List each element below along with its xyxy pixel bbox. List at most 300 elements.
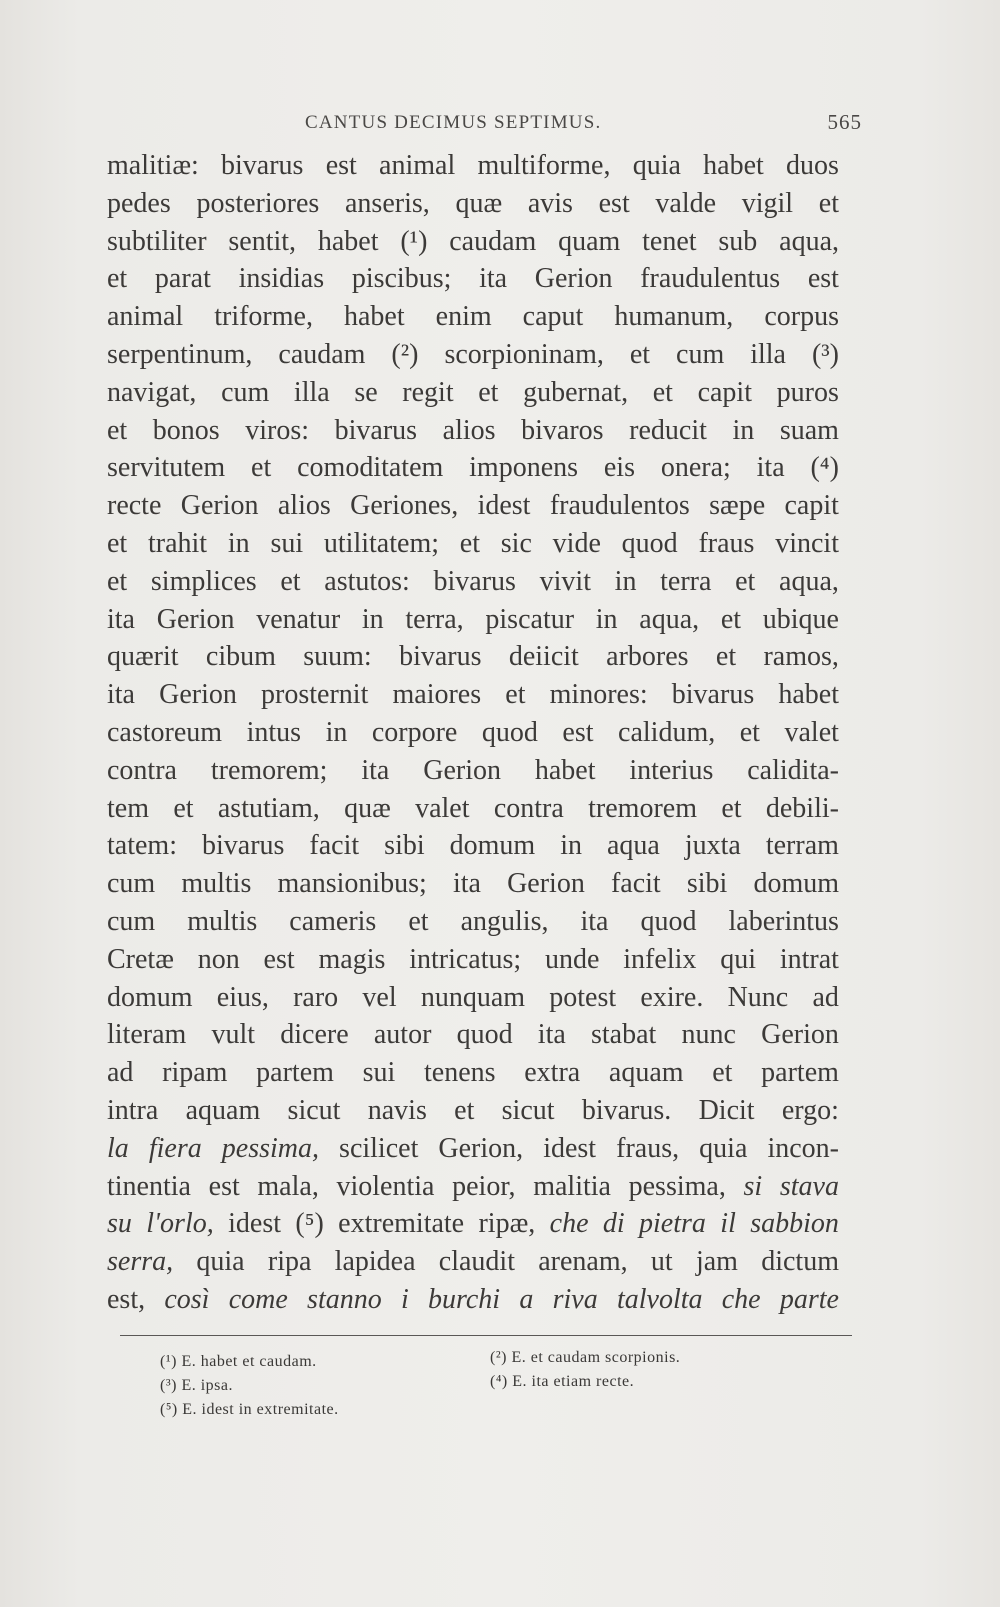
word: ripam [162, 1057, 228, 1089]
word: Gerion [159, 679, 237, 711]
word: (¹) [400, 225, 428, 257]
word: scilicet [339, 1132, 419, 1164]
word: il [720, 1208, 736, 1240]
word: contra [493, 792, 564, 824]
word: eius, [216, 981, 269, 1013]
word: cibum [205, 641, 276, 673]
word: terra [660, 565, 712, 597]
word: sæpe [709, 490, 766, 522]
word: parte [779, 1283, 839, 1315]
word: Gerion [180, 490, 259, 522]
word: tremorem [588, 792, 697, 824]
word: laberintus [728, 905, 839, 937]
footnote-1 [160, 1353, 317, 1371]
footnote-3 [160, 1377, 233, 1395]
word: cum [676, 338, 725, 370]
word: infelix [623, 943, 697, 975]
word: multis [187, 905, 258, 937]
word: et [454, 1094, 475, 1126]
word: stabat [591, 1019, 657, 1051]
word: aqua [606, 830, 660, 862]
word: claudit [438, 1246, 515, 1278]
word: ita [452, 868, 481, 900]
word: malitia [533, 1170, 611, 1202]
word: pessima, [628, 1170, 726, 1202]
word: facit [309, 830, 360, 862]
text-line [107, 452, 839, 490]
word: et [280, 565, 301, 597]
word: (⁵) [295, 1208, 324, 1240]
word: vincit [775, 527, 839, 559]
word: dictum [761, 1246, 839, 1278]
text-line [107, 1246, 839, 1284]
word: cum [107, 868, 156, 900]
word: magis [318, 943, 386, 975]
word: ripæ, [478, 1208, 536, 1240]
word: aquam [185, 1094, 261, 1126]
word: bivarus [671, 679, 755, 711]
word: tatem: [107, 830, 177, 862]
footnote-2 [490, 1349, 680, 1367]
word: vivit [539, 565, 591, 597]
word: ad [812, 981, 839, 1013]
word: interius [629, 754, 714, 786]
word: trahit [148, 527, 208, 559]
word: et [505, 679, 526, 711]
text-line [107, 1171, 839, 1209]
word: mala, [257, 1170, 319, 1202]
word: in [325, 716, 348, 748]
word: caput [522, 301, 584, 333]
word: così [164, 1283, 210, 1315]
word: humanum, [614, 301, 734, 333]
word: tenens [424, 1057, 496, 1089]
word: in [227, 527, 250, 559]
footnote-mark: (⁵) [160, 1401, 178, 1418]
text-line [107, 906, 839, 944]
word: et [712, 1057, 733, 1089]
word: bivarus [433, 565, 516, 597]
word: intra [107, 1094, 159, 1126]
word: suam [779, 414, 839, 446]
word: ita [537, 1019, 566, 1051]
word: sentit, [228, 225, 297, 257]
word: bivarus. [581, 1094, 672, 1126]
word: et [735, 565, 756, 597]
word: et [408, 905, 429, 937]
word: intrat [779, 943, 839, 975]
word: Gerion [534, 263, 613, 295]
text-line [107, 755, 839, 793]
word: bivaros [521, 414, 604, 446]
word: cum [107, 905, 156, 937]
text-line [107, 301, 839, 339]
word: comoditatem [297, 452, 444, 484]
footnote-mark: (⁴) [490, 1373, 508, 1390]
word: alios [442, 414, 496, 446]
footnote-text: E. ipsa. [181, 1377, 233, 1394]
word: valet [784, 716, 839, 748]
word: quod [481, 716, 538, 748]
word: utilitatem; [323, 527, 439, 559]
word: et [715, 641, 737, 673]
word: et [720, 603, 742, 635]
word: intus [246, 716, 302, 748]
word: cameris [289, 905, 377, 937]
word: habet [317, 225, 379, 257]
word: quod [640, 905, 697, 937]
word: prosternit [261, 679, 369, 711]
word: la [107, 1132, 129, 1164]
word: peior, [452, 1170, 516, 1202]
word: ripa [267, 1246, 312, 1278]
word: pedes [107, 187, 171, 219]
word: et [173, 792, 194, 824]
word: cum [221, 376, 270, 408]
word: piscatur [485, 603, 575, 635]
word: multiforme, [477, 150, 611, 181]
word: suum: [303, 641, 372, 673]
word: quod [456, 1019, 513, 1051]
word: animal [379, 150, 456, 181]
footnote-mark: (¹) [160, 1353, 177, 1370]
word: literam [107, 1019, 187, 1051]
text-line [107, 226, 839, 264]
word: raro [293, 981, 339, 1013]
word: et [459, 527, 480, 559]
word: idest [543, 1132, 597, 1164]
word: vult [211, 1019, 256, 1051]
word: ad [107, 1057, 134, 1089]
word: serra, [107, 1246, 174, 1278]
word: sabbion [750, 1208, 839, 1240]
word: alios [277, 490, 331, 522]
word: calidita- [747, 754, 839, 786]
word: et [107, 414, 128, 446]
text-line [107, 604, 839, 642]
text-line [107, 982, 839, 1020]
word: insidias [238, 263, 325, 295]
word: come [228, 1283, 288, 1315]
word: Dicit [698, 1094, 755, 1126]
word: habet [703, 150, 764, 181]
word: maiores [392, 679, 482, 711]
word: astutos: [324, 565, 410, 597]
word: et [721, 792, 742, 824]
word: exire. [640, 981, 704, 1013]
word: Gerion [156, 603, 235, 635]
word: pessima, [221, 1132, 319, 1164]
word: partem [256, 1057, 334, 1089]
footnote-5 [160, 1401, 339, 1419]
word: calidum, [618, 716, 716, 748]
word: eis [603, 452, 635, 484]
word: et [739, 716, 760, 748]
word: in [595, 603, 618, 635]
word: in [614, 565, 637, 597]
word: sibi [686, 868, 728, 900]
word: sui [270, 527, 304, 559]
word: navis [367, 1094, 427, 1126]
text-line [107, 377, 839, 415]
word: avis [527, 187, 573, 219]
word: habet [778, 679, 839, 711]
word: aqua, [779, 565, 839, 597]
running-head [305, 112, 862, 142]
word: enim [435, 301, 492, 333]
word: quia [632, 150, 681, 181]
word: burchi [428, 1283, 501, 1315]
word: qui [720, 943, 756, 975]
word: ut [650, 1246, 673, 1278]
word: di [602, 1208, 625, 1240]
word: sic [500, 527, 532, 559]
footnote-text: E. idest in extremitate. [182, 1401, 339, 1418]
word: est [807, 263, 839, 295]
word: piscibus; [351, 263, 452, 295]
word: ita [479, 263, 508, 295]
word: bivarus [221, 150, 304, 181]
footnote-text: E. ita etiam recte. [512, 1373, 635, 1390]
text-line [107, 339, 839, 377]
word: quærit [107, 641, 179, 673]
word: Gerion, [438, 1132, 524, 1164]
word: idest [477, 490, 531, 522]
word: in [560, 830, 582, 862]
word: Gerion [507, 868, 585, 900]
running-head-title: CANTUS DECIMUS SEPTIMUS. [305, 112, 602, 133]
word: violentia [336, 1170, 435, 1202]
word: l'orlo, [146, 1208, 214, 1240]
word: tem [107, 792, 149, 824]
text-line [107, 1133, 839, 1171]
word: in [361, 603, 384, 635]
word: Geriones, [350, 490, 459, 522]
text-line [107, 1057, 839, 1095]
word: mansionibus; [277, 868, 427, 900]
word: quæ [455, 187, 503, 219]
word: quia [699, 1132, 748, 1164]
word: fraus [698, 527, 755, 559]
word: in [732, 414, 755, 446]
word: autor [373, 1019, 432, 1051]
word: domum [107, 981, 193, 1013]
word: est [562, 716, 594, 748]
word: vel [362, 981, 397, 1013]
word: Cretæ [107, 943, 174, 975]
word: ramos, [763, 641, 839, 673]
word: terra, [405, 603, 464, 635]
word: deiicit [508, 641, 579, 673]
word: bivarus [399, 641, 482, 673]
word: unde [545, 943, 600, 975]
word: caudam [278, 338, 366, 370]
word: fraudulentos [549, 490, 690, 522]
word: debili- [765, 792, 839, 824]
word: et [107, 565, 128, 597]
word: sibi [384, 830, 425, 862]
word: juxta [684, 830, 741, 862]
word: serpentinum, [107, 338, 253, 370]
word: facit [610, 868, 661, 900]
text-line [107, 1208, 839, 1246]
text-line [107, 490, 839, 528]
word: vide [552, 527, 601, 559]
word: venatur [256, 603, 341, 635]
word: potest [549, 981, 617, 1013]
word: ita [580, 905, 609, 937]
footnote-text: E. et caudam scorpionis. [511, 1349, 681, 1366]
word: fraus, [616, 1132, 680, 1164]
word: caudam [449, 225, 537, 257]
word: tinentia [107, 1170, 191, 1202]
text-line [107, 717, 839, 755]
word: scorpioninam, [444, 338, 604, 370]
word: capit [784, 490, 839, 522]
word: ergo: [781, 1094, 839, 1126]
text-line [107, 1095, 839, 1133]
word: nunc [681, 1019, 736, 1051]
body-text [107, 150, 839, 1322]
word: et [478, 376, 499, 408]
text-line [107, 830, 839, 868]
word: che [549, 1208, 589, 1240]
text-line [107, 1284, 839, 1322]
word: servitutem [107, 452, 226, 484]
word: se [354, 376, 378, 408]
word: intricatus; [409, 943, 522, 975]
word: dicere [280, 1019, 349, 1051]
word: valet [415, 792, 470, 824]
text-line [107, 528, 839, 566]
word: Gerion [423, 754, 501, 786]
word: gubernat, [523, 376, 629, 408]
word: et [107, 527, 128, 559]
word: est, [107, 1283, 146, 1315]
word: simplices [150, 565, 257, 597]
word: habet [534, 754, 596, 786]
word: domum [449, 830, 536, 862]
word: est [208, 1170, 240, 1202]
word: aquam [608, 1057, 684, 1089]
word: stanno [307, 1283, 382, 1315]
page-number: 565 [827, 110, 862, 134]
word: ubique [762, 603, 839, 635]
word: angulis, [460, 905, 549, 937]
word: non [197, 943, 240, 975]
word: illa [750, 338, 786, 370]
word: si [743, 1170, 763, 1202]
word: arbores [606, 641, 689, 673]
word: lapidea [334, 1246, 416, 1278]
text-line [107, 566, 839, 604]
word: pietra [639, 1208, 706, 1240]
word: stava [779, 1170, 839, 1202]
word: corpore [371, 716, 458, 748]
word: ita [107, 679, 135, 711]
word: quod [621, 527, 678, 559]
word: parat [154, 263, 211, 295]
word: quia [196, 1246, 245, 1278]
word: viros: [245, 414, 310, 446]
word: est [598, 187, 630, 219]
text-line [107, 793, 839, 831]
word: (⁴) [810, 452, 839, 484]
word: imponens [469, 452, 579, 484]
word: jam [695, 1246, 738, 1278]
word: et [652, 376, 673, 408]
word: castoreum [107, 716, 223, 748]
word: regit [402, 376, 454, 408]
word: astutiam, [217, 792, 320, 824]
word: contra [107, 754, 177, 786]
word: extra [524, 1057, 581, 1089]
word: (³) [811, 338, 839, 370]
word: a [519, 1283, 534, 1315]
word: tenet [642, 225, 697, 257]
word: domum [753, 868, 839, 900]
word: i [400, 1283, 409, 1315]
word: nunquam [420, 981, 526, 1013]
word: idest [228, 1208, 281, 1240]
word: vigil [741, 187, 794, 219]
word: arenam, [538, 1246, 628, 1278]
word: et [107, 263, 128, 295]
word: quæ [344, 792, 391, 824]
word: aqua, [639, 603, 700, 635]
footnote-rule [120, 1335, 852, 1336]
text-line [107, 868, 839, 906]
word: ita [756, 452, 785, 484]
word: navigat, [107, 376, 197, 408]
word: sui [362, 1057, 396, 1089]
word: habet [343, 301, 405, 333]
word: bivarus [334, 414, 418, 446]
word: minores: [549, 679, 648, 711]
word: puros [776, 376, 839, 408]
text-line [107, 415, 839, 453]
word: recte [107, 490, 162, 522]
word: est [325, 150, 357, 181]
word: posteriores [196, 187, 320, 219]
word: sicut [501, 1094, 555, 1126]
word: fiera [148, 1132, 202, 1164]
word: malitiæ: [107, 150, 199, 181]
word: talvolta [616, 1283, 703, 1315]
text-line [107, 641, 839, 679]
word: partem [761, 1057, 839, 1089]
word: et [629, 338, 651, 370]
word: Gerion [761, 1019, 839, 1051]
footnote-mark: (³) [160, 1377, 177, 1394]
word: illa [293, 376, 330, 408]
word: est [263, 943, 295, 975]
word: tremorem; [210, 754, 328, 786]
word: sicut [287, 1094, 341, 1126]
word: terram [765, 830, 839, 862]
word: triforme, [214, 301, 313, 333]
word: reducit [629, 414, 707, 446]
word: bivarus [201, 830, 285, 862]
text-line [107, 188, 839, 226]
footnote-text: E. habet et caudam. [181, 1353, 317, 1370]
word: capit [697, 376, 752, 408]
text-line [107, 263, 839, 301]
word: su [107, 1208, 132, 1240]
word: che [721, 1283, 761, 1315]
word: incon- [767, 1132, 839, 1164]
word: multis [181, 868, 252, 900]
